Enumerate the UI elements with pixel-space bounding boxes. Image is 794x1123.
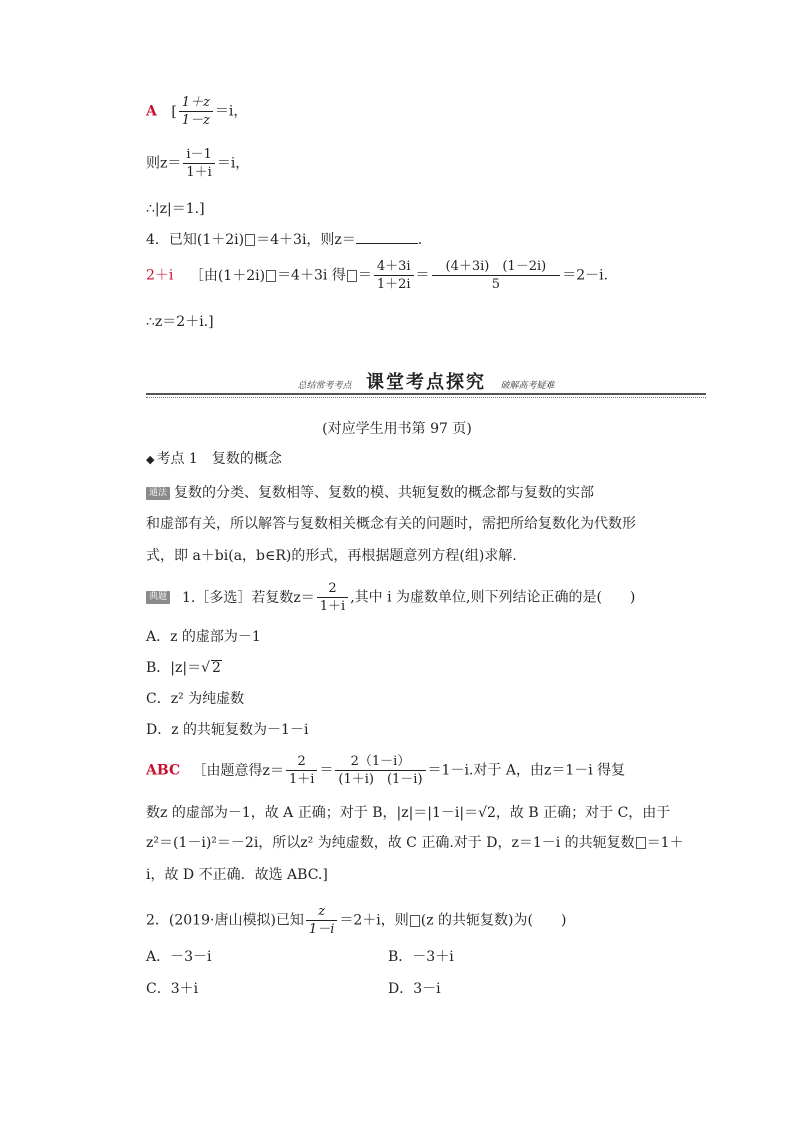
method-line-3: 式，即 a＋bi(a，b∈R)的形式，再根据题意列方程(组)求解.	[146, 548, 517, 564]
ex1-solution-2: 数z 的虚部为－1，故 A 正确；对于 B，|z|＝|1－i|＝√2，故 B 正确；对于 C，由于	[146, 805, 671, 821]
ex1-solution-3: z²＝(1－i)²＝－2i，所以z² 为纯虚数，故 C 正确.对于 D，z＝1－i 的共轭复数 ＝1＋	[146, 835, 684, 851]
banner-rule	[146, 393, 706, 395]
prev-q3-answer: A	[146, 103, 157, 120]
ex1-solution-1: ABC ［由题意得z＝ $\frac{2}{1+i}$ ＝ $\frac{2(1-i)}{(1+i) (1-i)}$ ＝1－i.对于 A，由z＝1－i 得复	[146, 754, 626, 787]
ex1-solution-4: i，故 D 不正确．故选 ABC.]	[146, 867, 328, 883]
ex1-stem: 典题 1.［多选］若复数z＝ $\frac{2}{1+i}$ ,其中 i 为虚数单位,则下列结论正确的是( )	[146, 582, 635, 613]
conjugate-box-icon	[245, 234, 255, 246]
ex2-option-d: D．3－i	[388, 981, 441, 997]
banner-left: 总结常考考点	[297, 381, 352, 391]
ex1-sol-fraction-2: $\frac{2(1-i)}{(1+i) (1-i)}$	[335, 755, 425, 786]
conjugate-box-icon	[410, 915, 420, 927]
q4-conclusion: ∴z＝2＋i.]	[146, 314, 214, 330]
ex1-option-d: D．z 的共轭复数为－1－i	[146, 722, 309, 738]
q4-fraction-1: $\frac{4+3i}{1+2i}$	[374, 260, 414, 291]
method-tag: 通法	[146, 487, 170, 500]
ex1-fraction: $\frac{2}{1+i}$	[317, 582, 348, 613]
q4-solution: 2＋i ［由(1＋2i) ＝4＋3i 得 ＝ $\frac{4+3i}{1+2i}$ ＝ $\frac{(4+3i) (1-2i)}{5}$ ＝2－i.	[146, 259, 609, 292]
ex2-option-b: B．－3＋i	[388, 949, 454, 965]
ex2-option-a: A．－3－i	[146, 949, 212, 965]
method-line-2: 和虚部有关，所以解答与复数相关概念有关的问题时，需把所给复数化为代数形	[146, 516, 636, 532]
prev-q3-step-fraction: $\frac{i-1}{1+i}$	[183, 148, 214, 179]
ex1-sol-fraction-1: $\frac{2}{1+i}$	[286, 755, 317, 786]
diamond-icon: ◆	[146, 453, 155, 466]
q4-answer: 2＋i	[146, 267, 174, 284]
ex1-answer: ABC	[146, 762, 181, 779]
conjugate-box-icon	[636, 837, 646, 849]
section-heading: ◆ 考点 1 复数的概念	[146, 451, 282, 467]
example-tag: 典题	[146, 591, 170, 604]
section-banner	[146, 368, 706, 400]
q4-fraction-2: $\frac{(4+3i) (1-2i)}{5}$	[432, 260, 561, 291]
conjugate-box-icon	[266, 270, 276, 282]
prev-q3-conclusion: ∴|z|＝1.]	[146, 201, 205, 217]
banner-dotted-rule	[146, 397, 706, 398]
ex2-fraction: $\frac{z}{1-i}$	[306, 905, 337, 936]
ex2-option-c: C．3＋i	[146, 981, 199, 997]
banner-title: 课堂考点探究	[366, 372, 486, 393]
ex2-stem: 2．(2019·唐山模拟)已知 $\frac{z}{1-i}$ ＝2＋i，则 (z 的共轭复数)为( )	[146, 904, 567, 937]
answer-blank	[356, 231, 418, 244]
page-reference: (对应学生用书第 97 页)	[322, 421, 472, 437]
ex1-option-b: B．|z|＝√ 2	[146, 660, 221, 676]
conjugate-box-icon	[347, 270, 357, 282]
q4-stem: 4．已知(1＋2i) ＝4＋3i，则z＝ .	[146, 232, 423, 248]
prev-q3-step: 则z＝ $\frac{i-1}{1+i}$ ＝i，	[146, 147, 250, 180]
ex1-option-c: C．z² 为纯虚数	[146, 691, 245, 707]
ex1-option-a: A．z 的虚部为－1	[146, 629, 261, 645]
banner-right: 破解高考疑难	[500, 381, 555, 391]
prev-q3-fraction: $\frac{1+z}{1-z}$	[179, 96, 213, 127]
prev-q3-answer-line: A [ $\frac{1+z}{1-z}$ ＝i，	[146, 95, 248, 128]
method-line-1: 通法 复数的分类、复数相等、复数的模、共轭复数的概念都与复数的实部	[146, 486, 594, 500]
